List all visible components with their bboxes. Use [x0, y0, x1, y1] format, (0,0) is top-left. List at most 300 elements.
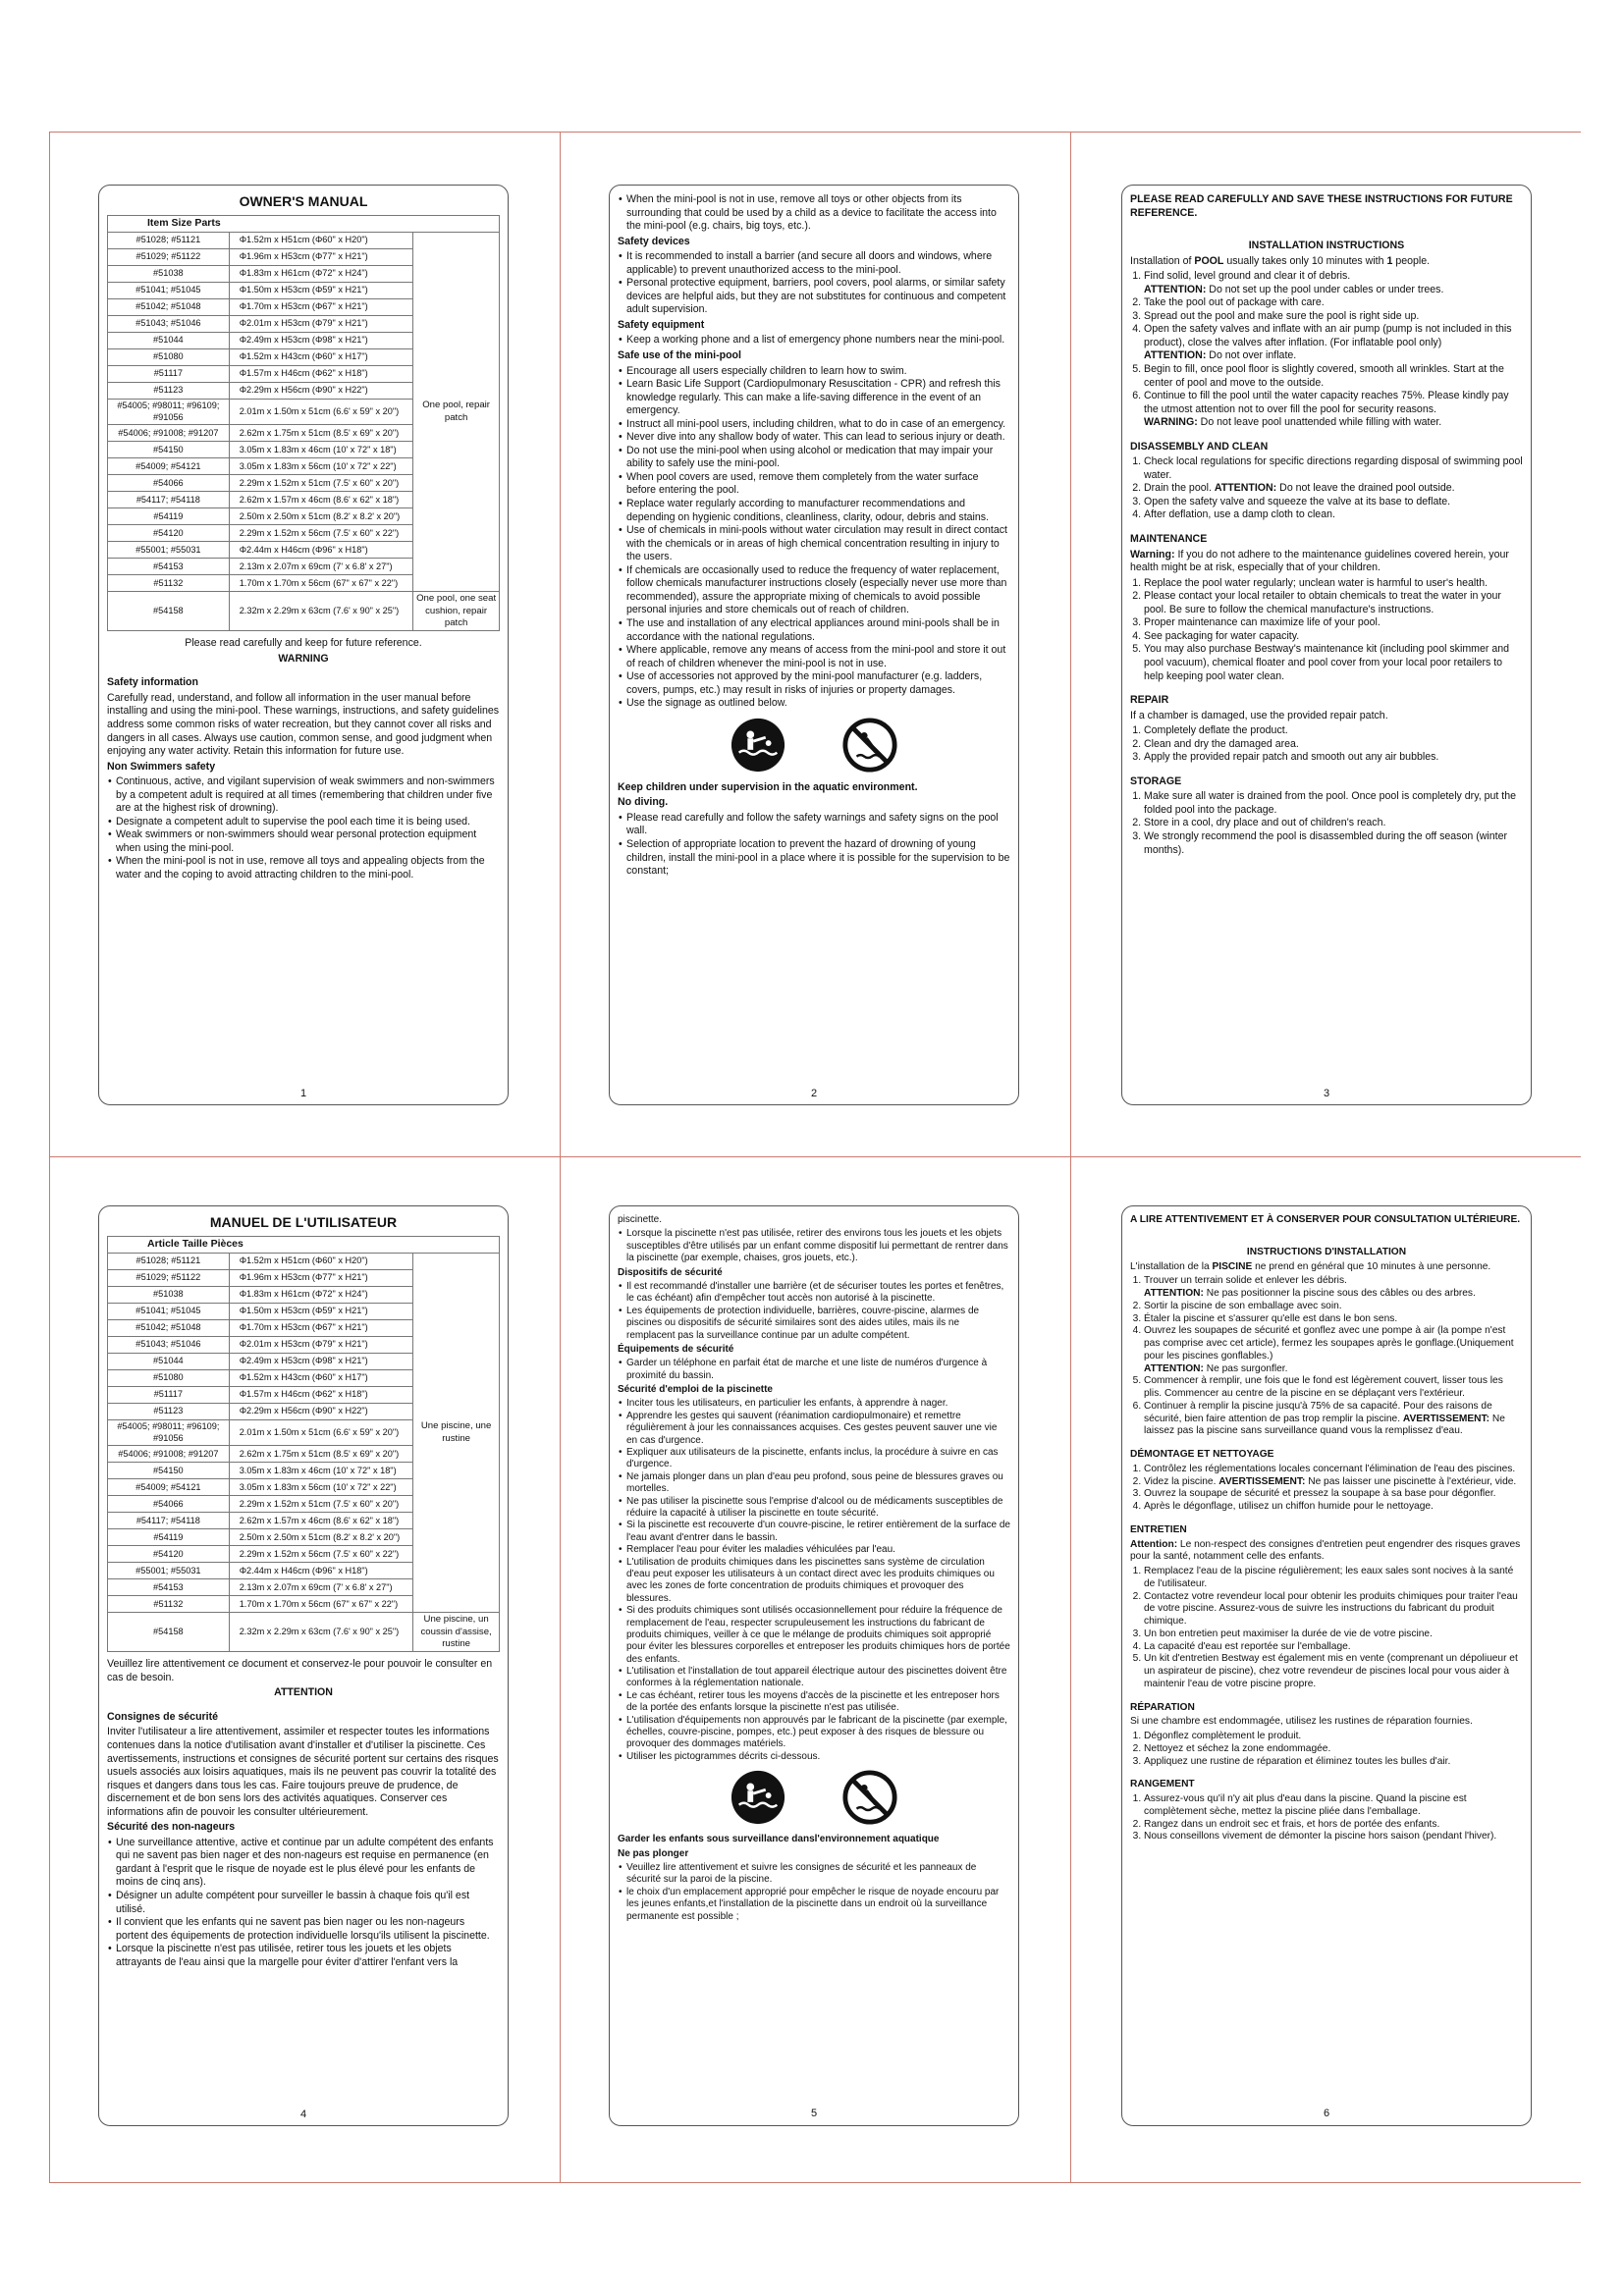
size-cell: 2.62m x 1.57m x 46cm (8.6' x 62" x 18") — [229, 1513, 413, 1529]
model-cell: #54120 — [108, 1546, 230, 1563]
text: ATTENTION: — [1214, 482, 1277, 495]
text: usually takes only 10 minutes with — [1223, 254, 1387, 267]
section-heading: RÉPARATION — [1130, 1701, 1195, 1713]
list-item: • Use the signage as outlined below. — [626, 697, 1010, 711]
list-item: • Il est recommandé d'installer une barrière (et de sécuriser toutes les portes et fenêtres, le cas échéant) afin d'empêcher tout accès non autorisé à la piscinette. — [626, 1281, 1010, 1306]
list-item: 3. Ouvrez la soupape de sécurité et pressez la soupape à sa base pour dégonfler. — [1144, 1488, 1523, 1501]
section-heading: Dispositifs de sécurité — [618, 1266, 723, 1278]
model-cell: #54150 — [108, 1463, 230, 1479]
read-carefully-banner: A LIRE ATTENTIVEMENT ET À CONSERVER POUR CONSULTATION ULTÉRIEURE. — [1130, 1214, 1521, 1225]
cut-line — [49, 132, 1581, 133]
list-item: 1. Check local regulations for specific directions regarding disposal of swimming pool water. — [1144, 455, 1523, 482]
list-item: 1. Contrôlez les réglementations locales concernant l'élimination de l'eau des piscines. — [1144, 1464, 1523, 1476]
bullet-list — [618, 1281, 1010, 1342]
text: Installation of — [1130, 254, 1195, 267]
model-cell: #54150 — [108, 442, 230, 458]
list-item: 2. Store in a cool, dry place and out of children's reach. — [1144, 817, 1523, 830]
size-cell: Φ1.96m x H53cm (Φ77" x H21") — [229, 248, 413, 265]
list-item: • Il convient que les enfants qui ne savent pas bien nager ou les non-nageurs portent des équipements de protection individuelle lorsqu'ils utilisent la piscinette. — [116, 1916, 500, 1943]
model-cell: #55001; #55031 — [108, 542, 230, 559]
numbered-list — [1130, 1566, 1523, 1691]
list-item: 3. Étaler la piscine et s'assurer qu'elle est dans le bon sens. — [1144, 1313, 1523, 1326]
text: Ne pas positionner la piscine sous des câbles ou des arbres. — [1203, 1288, 1476, 1299]
size-cell: 2.50m x 2.50m x 51cm (8.2' x 8.2' x 20") — [229, 1529, 413, 1546]
list-item — [1144, 323, 1523, 363]
list-item — [1144, 482, 1523, 496]
paragraph: Si une chambre est endommagée, utilisez les rustines de réparation fournies. — [1130, 1716, 1473, 1728]
size-cell: 2.62m x 1.75m x 51cm (8.5' x 69" x 20") — [229, 1446, 413, 1463]
page-1 — [98, 185, 509, 1105]
list-item: • When the mini-pool is not in use, remove all toys or other objects from its surrounding that could be used by a child as a device to facilitate the access into the mini-pool (e.g. chairs, big toys, etc.). — [626, 193, 1010, 234]
list-item: • Veuillez lire attentivement et suivre les consignes de sécurité et les panneaux de sécurité sur la paroi de la piscine. — [626, 1862, 1010, 1887]
bullet-list — [618, 812, 1010, 879]
sign-caption: Garder les enfants sous surveillance dansl'environnement aquatique — [618, 1834, 940, 1845]
page-number: 6 — [1323, 2108, 1330, 2120]
text: ATTENTION: — [1144, 283, 1207, 295]
paragraph: piscinette. — [618, 1214, 663, 1225]
text: Continue to fill the pool until the water capacity reaches 75%. Please kindly pay the utmost attention not to over fill the pool for security reasons. — [1144, 390, 1509, 415]
model-cell: #51043; #51046 — [108, 315, 230, 332]
list-item: 2. Contactez votre revendeur local pour obtenir les produits chimiques pour traiter l'eau de votre piscine. Assurez-vous de suivre les instructions du fabricant du produit chimique. — [1144, 1591, 1523, 1629]
size-cell: 2.32m x 2.29m x 63cm (7.6' x 90" x 25") — [229, 1613, 413, 1652]
size-cell: 2.13m x 2.07m x 69cm (7' x 6.8' x 27") — [229, 1579, 413, 1596]
parts-remark: One pool, repair patch — [413, 232, 500, 592]
section-heading: Sécurité d'emploi de la piscinette — [618, 1384, 773, 1396]
section-heading: INSTALLATION INSTRUCTIONS — [1248, 240, 1405, 252]
size-cell: 3.05m x 1.83m x 46cm (10' x 72" x 18") — [229, 442, 413, 458]
model-cell: #51043; #51046 — [108, 1336, 230, 1353]
numbered-list — [1130, 577, 1523, 683]
list-item: • Keep a working phone and a list of emergency phone numbers near the mini-pool. — [626, 334, 1010, 347]
list-item: • Selection of appropriate location to prevent the hazard of drowning of young children, install the mini-pool in a place where it is possible for the supervision to be constant; — [626, 838, 1010, 879]
list-item: 2. Please contact your local retailer to obtain chemicals to treat the water in your pool. Be sure to follow the chemical manufacture's instructions. — [1144, 590, 1523, 616]
page-title: MANUEL DE L'UTILISATEUR — [209, 1214, 398, 1230]
text: Do not leave the drained pool outside. — [1276, 482, 1455, 495]
page-5 — [609, 1205, 1019, 2126]
list-item: • Si la piscinette est recouverte d'un couvre-piscine, le retirer entièrement de la surface de l'eau avant d'entrer dans le bassin. — [626, 1520, 1010, 1544]
page-number: 2 — [810, 1087, 818, 1099]
text: If you do not adhere to the maintenance guidelines covered herein, your health might be at risk, especially that of your children. — [1130, 548, 1509, 574]
model-cell: #54006; #91008; #91207 — [108, 1446, 230, 1463]
size-cell: Φ1.50m x H53cm (Φ59" x H21") — [229, 1303, 413, 1319]
parts-remark: One pool, one seat cushion, repair patch — [413, 592, 500, 631]
size-cell: 2.62m x 1.57m x 46cm (8.6' x 62" x 18") — [229, 492, 413, 508]
list-item: 3. Un bon entretien peut maximiser la durée de vie de votre piscine. — [1144, 1629, 1523, 1641]
numbered-list — [1130, 790, 1523, 857]
list-item: 1. Assurez-vous qu'il n'y ait plus d'eau dans la piscine. Quand la piscine est complètement sèche, mettez la piscine pliée dans l'emballage. — [1144, 1793, 1523, 1819]
model-cell: #55001; #55031 — [108, 1563, 230, 1579]
size-cell: Φ1.70m x H53cm (Φ67" x H21") — [229, 298, 413, 315]
size-cell: Φ1.52m x H43cm (Φ60" x H17") — [229, 1369, 413, 1386]
numbered-list — [1130, 1275, 1523, 1438]
size-cell: 2.29m x 1.52m x 56cm (7.5' x 60" x 22") — [229, 1546, 413, 1563]
size-cell: Φ1.57m x H46cm (Φ62" x H18") — [229, 365, 413, 382]
sign-caption: Ne pas plonger — [618, 1847, 689, 1859]
list-item: • If chemicals are occasionally used to reduce the frequency of water replacement, follow chemicals manufacturer instructions closely (especially never use more than recommended), assure the appropriate mixing of chemicals to avoid possible personal injuries and store chemicals out of reach of children. — [626, 564, 1010, 617]
parts-table — [107, 1236, 500, 1652]
list-item: 2. Rangez dans un endroit sec et frais, et hors de portée des enfants. — [1144, 1819, 1523, 1832]
print-sheet — [49, 132, 1581, 2183]
list-item: • Lorsque la piscinette n'est pas utilisée, retirer tous les jouets et les objets attrayants de l'eau ainsi que la margelle pour éviter d'attirer l'enfant vers la — [116, 1943, 500, 1969]
list-item: • le choix d'un emplacement approprié pour empêcher le risque de noyade encouru par les jeunes enfants,et l'installation de la piscinette dans un endroit où la surveillance permanente est possible ; — [626, 1887, 1010, 1923]
list-item: • Never dive into any shallow body of water. This can lead to serious injury or death. — [626, 431, 1010, 445]
size-cell: 2.50m x 2.50m x 51cm (8.2' x 8.2' x 20") — [229, 508, 413, 525]
section-heading: Safety information — [107, 676, 199, 689]
model-cell: #54153 — [108, 1579, 230, 1596]
model-cell: #51028; #51121 — [108, 232, 230, 248]
section-heading: MAINTENANCE — [1130, 533, 1208, 546]
table-header: Article Taille Pièces — [108, 1236, 500, 1253]
cut-line — [560, 132, 561, 2183]
safety-signs — [618, 717, 1010, 774]
text: Do not set up the pool under cables or under trees. — [1206, 283, 1444, 295]
bullet-list — [618, 1358, 1010, 1382]
list-item: • Garder un téléphone en parfait état de marche et une liste de numéros d'urgence à proximité du bassin. — [626, 1358, 1010, 1382]
table-header: Item Size Parts — [108, 215, 500, 232]
text: Do not over inflate. — [1206, 349, 1297, 362]
list-item: • Encourage all users especially children to learn how to swim. — [626, 365, 1010, 379]
list-item: • Weak swimmers or non-swimmers should wear personal protection equipment when using the mini-pool. — [116, 828, 500, 855]
text: Open the safety valves and inflate with an air pump (pump is not included in this product), close the valves after inflation. (For inflatable pool only) — [1144, 323, 1512, 348]
model-cell: #51029; #51122 — [108, 248, 230, 265]
safety-signs — [618, 1769, 1010, 1826]
parts-remark: Une piscine, un coussin d'assise, rustine — [413, 1613, 500, 1652]
size-cell: Φ1.83m x H61cm (Φ72" x H24") — [229, 265, 413, 282]
list-item: 1. Completely deflate the product. — [1144, 724, 1523, 738]
list-item: • Please read carefully and follow the safety warnings and safety signs on the pool wall. — [626, 812, 1010, 838]
list-item — [1144, 1476, 1523, 1489]
list-item: • Ne pas utiliser la piscinette sous l'emprise d'alcool ou de médicaments susceptibles de réduire la capacité à utiliser la piscinette en toute sécurité. — [626, 1496, 1010, 1521]
list-item: • Expliquer aux utilisateurs de la piscinette, enfants inclus, la procédure à suivre en cas d'urgence. — [626, 1447, 1010, 1471]
list-item: • L'utilisation de produits chimiques dans les piscinettes sans système de circulation d'eau peut exposer les utilisateurs à un contact direct avec les produits chimiques ou avec les zones de forte concentration de produits chimiques et provoquer des blessures. — [626, 1557, 1010, 1606]
model-cell: #51044 — [108, 1353, 230, 1369]
numbered-list — [1130, 1731, 1523, 1768]
paragraph — [1130, 1261, 1523, 1274]
model-cell: #54158 — [108, 592, 230, 631]
model-cell: #51028; #51121 — [108, 1253, 230, 1269]
model-cell: #54117; #54118 — [108, 1513, 230, 1529]
bullet-list — [618, 1398, 1010, 1763]
page-2 — [609, 185, 1019, 1105]
list-item: • Personal protective equipment, barriers, pool covers, pool alarms, or similar safety devices are helpful aids, but they are not substitutes for continuous and competent adult supervision. — [626, 277, 1010, 317]
section-heading: Non Swimmers safety — [107, 760, 216, 773]
list-item: • Replace water regularly according to manufacturer recommendations and depending on hygienic conditions, cleanliness, clarity, odour, debris and stains. — [626, 498, 1010, 524]
text: Le non-respect des consignes d'entretien peut engendrer des risques graves pour la santé, notamment celle des enfants. — [1130, 1538, 1521, 1563]
list-item: • Une surveillance attentive, active et continue par un adulte compétent des enfants qui ne savent pas bien nager et des non-nageurs est requise en permanence (en gardant à l'esprit que le risque de noyade est le plus élevé pour les enfants de moins de cinq ans). — [116, 1837, 500, 1890]
model-cell: #54120 — [108, 525, 230, 542]
list-item: • Le cas échéant, retirer tous les moyens d'accès de la piscinette et les entreposer hors de la portée des enfants lorsque la piscinette n'est pas utilisée. — [626, 1690, 1010, 1715]
section-heading: Sécurité des non-nageurs — [107, 1821, 236, 1834]
page-number: 5 — [810, 2108, 818, 2120]
model-cell: #54119 — [108, 508, 230, 525]
no-diving-icon — [841, 717, 898, 774]
model-cell: #51044 — [108, 332, 230, 348]
text: POOL — [1194, 254, 1224, 267]
size-cell: Φ1.70m x H53cm (Φ67" x H21") — [229, 1319, 413, 1336]
paragraph — [1130, 1539, 1523, 1565]
size-cell: 2.62m x 1.75m x 51cm (8.5' x 69" x 20") — [229, 425, 413, 442]
model-cell: #51041; #51045 — [108, 1303, 230, 1319]
bullet-list — [618, 334, 1010, 347]
size-cell: Φ1.50m x H53cm (Φ59" x H21") — [229, 282, 413, 298]
list-item: 5. Commencer à remplir, une fois que le fond est légèrement couvert, lisser tous les plis. Commencer au centre de la piscine en se déplaçant vers l'extérieur. — [1144, 1375, 1523, 1401]
list-item: • Inciter tous les utilisateurs, en particulier les enfants, à apprendre à nager. — [626, 1398, 1010, 1410]
text: people. — [1392, 254, 1431, 267]
text: L'installation de la — [1130, 1260, 1213, 1272]
list-item: 3. We strongly recommend the pool is disassembled during the off season (winter months). — [1144, 830, 1523, 857]
numbered-list — [1130, 724, 1523, 765]
list-item: • When pool covers are used, remove them completely from the water surface before entering the pool. — [626, 471, 1010, 498]
size-cell: Φ1.83m x H61cm (Φ72" x H24") — [229, 1286, 413, 1303]
model-cell: #51038 — [108, 1286, 230, 1303]
table-row — [108, 1253, 500, 1269]
list-item: 5. Begin to fill, once pool floor is slightly covered, smooth all wrinkles. Start at the center of pool and move to the outside. — [1144, 363, 1523, 390]
size-cell: Φ2.01m x H53cm (Φ79" x H21") — [229, 315, 413, 332]
list-item: • Si des produits chimiques sont utilisés occasionnellement pour réduire la fréquence de remplacement de l'eau, respecter scrupuleusement les instructions du fabricant de produits chimiques, veiller à ce que le mélange de produits chimiques soit approprié pour éviter les blessures corporelles et entreposer les produits chimiques hors de portée des enfants. — [626, 1605, 1010, 1666]
list-item: 1. Remplacez l'eau de la piscine régulièrement; les eaux sales sont nocives à la santé de l'utilisateur. — [1144, 1566, 1523, 1591]
section-heading: STORAGE — [1130, 774, 1182, 787]
size-cell: 2.29m x 1.52m x 51cm (7.5' x 60" x 20") — [229, 1496, 413, 1513]
section-heading: ENTRETIEN — [1130, 1523, 1187, 1535]
page-6 — [1121, 1205, 1532, 2126]
text: Videz la piscine. — [1144, 1475, 1219, 1487]
section-heading: Safe use of the mini-pool — [618, 349, 741, 362]
list-item: 4. Après le dégonflage, utilisez un chiffon humide pour le nettoyage. — [1144, 1501, 1523, 1514]
list-item: • Continuous, active, and vigilant supervision of weak swimmers and non-swimmers by a competent adult is required at all times (remembering that children under five are at the highest risk of drowning). — [116, 775, 500, 816]
bullet-list — [618, 250, 1010, 317]
text: AVERTISSEMENT: — [1402, 1413, 1490, 1424]
list-item: • Ne jamais plonger dans un plan d'eau peu profond, sous peine de blessures graves ou mortelles. — [626, 1471, 1010, 1496]
list-item: 3. Apply the provided repair patch and smooth out any air bubbles. — [1144, 751, 1523, 765]
parts-table — [107, 215, 500, 631]
list-item: • Use of chemicals in mini-pools without water circulation may result in direct contact with the chemicals or in areas of high chemical concentration resulting in injury to the users. — [626, 524, 1010, 564]
text: Do not leave pool unattended while filling with water. — [1197, 416, 1442, 429]
model-cell: #54119 — [108, 1529, 230, 1546]
list-item: 4. See packaging for water capacity. — [1144, 630, 1523, 644]
text: WARNING: — [1144, 416, 1198, 429]
paragraph — [1130, 255, 1523, 269]
cut-line — [49, 2182, 1581, 2183]
list-item: 3. Proper maintenance can maximize life of your pool. — [1144, 616, 1523, 630]
text: Find solid, level ground and clear it of debris. — [1144, 270, 1351, 283]
table-row — [108, 1613, 500, 1652]
list-item: 1. Dégonflez complètement le produit. — [1144, 1731, 1523, 1743]
list-item: • Instruct all mini-pool users, including children, what to do in case of an emergency. — [626, 418, 1010, 432]
text: Ne pas surgonfler. — [1203, 1362, 1288, 1374]
text: Ne laissez pas la piscine sans surveillance quand vous la remplissez d'eau. — [1144, 1413, 1505, 1437]
model-cell: #54117; #54118 — [108, 492, 230, 508]
list-item: • L'utilisation d'équipements non approuvés par le fabricant de la piscinette (par exemple, échelles, couvre-piscine, pompes, etc.) peut exposer à des risques de blessure ou provoquer des dommages matériels. — [626, 1715, 1010, 1751]
model-cell: #51041; #51045 — [108, 282, 230, 298]
table-row — [108, 592, 500, 631]
size-cell: Φ2.49m x H53cm (Φ98" x H21") — [229, 1353, 413, 1369]
size-cell: Φ1.52m x H51cm (Φ60" x H20") — [229, 232, 413, 248]
text: ATTENTION: — [1144, 349, 1207, 362]
model-cell: #54005; #98011; #96109; #91056 — [108, 399, 230, 425]
page-number: 1 — [299, 1087, 307, 1099]
list-item: • Apprendre les gestes qui sauvent (réanimation cardiopulmonaire) et remettre régulièrement à jour les connaissances acquises. Ces gestes peuvent sauver une vie en cas d'urgence. — [626, 1411, 1010, 1447]
text: Trouver un terrain solide et enlever les débris. — [1144, 1275, 1347, 1287]
page-number: 3 — [1323, 1087, 1330, 1099]
bullet-list — [107, 1837, 500, 1969]
model-cell: #51132 — [108, 1596, 230, 1613]
size-cell: Φ2.49m x H53cm (Φ98" x H21") — [229, 332, 413, 348]
model-cell: #54005; #98011; #96109; #91056 — [108, 1419, 230, 1446]
child-supervision-icon — [730, 717, 786, 774]
model-cell: #54066 — [108, 475, 230, 492]
list-item: • L'utilisation et l'installation de tout appareil électrique autour des piscinettes doivent être conformes à la réglementation nationale. — [626, 1666, 1010, 1690]
size-cell: 2.29m x 1.52m x 56cm (7.5' x 60" x 22") — [229, 525, 413, 542]
list-item: • Learn Basic Life Support (Cardiopulmonary Resuscitation - CPR) and refresh this knowledge regularly. This can make a life-saving difference in the event of an emergency. — [626, 378, 1010, 418]
section-heading: DISASSEMBLY AND CLEAN — [1130, 440, 1269, 453]
numbered-list — [1130, 270, 1523, 430]
page-title: OWNER'S MANUAL — [239, 193, 368, 209]
model-cell: #51117 — [108, 1386, 230, 1403]
bullet-list — [618, 1228, 1010, 1264]
read-carefully-banner: PLEASE READ CAREFULLY AND SAVE THESE INSTRUCTIONS FOR FUTURE REFERENCE. — [1130, 193, 1513, 219]
size-cell: 1.70m x 1.70m x 56cm (67" x 67" x 22") — [229, 575, 413, 592]
text: Ne pas laisser une piscinette à l'extérieur, vide. — [1305, 1475, 1517, 1487]
model-cell: #51038 — [108, 265, 230, 282]
bullet-list — [618, 1862, 1010, 1923]
list-item: 2. Take the pool out of package with care. — [1144, 296, 1523, 310]
list-item: 3. Appliquez une rustine de réparation et éliminez toutes les bulles d'air. — [1144, 1756, 1523, 1769]
bullet-list — [618, 193, 1010, 234]
model-cell: #51080 — [108, 1369, 230, 1386]
size-cell: 3.05m x 1.83m x 56cm (10' x 72" x 22") — [229, 1479, 413, 1496]
model-cell: #51029; #51122 — [108, 1269, 230, 1286]
section-heading: DÉMONTAGE ET NETTOYAGE — [1130, 1449, 1274, 1460]
paragraph: Inviter l'utilisateur a lire attentivement, assimiler et respecter toutes les informations contenues dans la notice d'utilisation avant d'installer et d'utiliser la piscinette. Ces avertissements, instructions et consignes de sécurité portent sur certains des risques usuels associés aux loisirs aquatiques, mais ils ne peuvent pas couvrir la totalité des risques et dangers dans tous les cas. Faire toujours preuve de prudence, de discernement et de bon sens lors des activités aquatiques. Conserver ces informations afin de pouvoir les consulter ultérieurement. — [107, 1726, 499, 1818]
text: 1 — [1386, 254, 1393, 267]
table-row — [108, 232, 500, 248]
size-cell: 2.29m x 1.52m x 51cm (7.5' x 60" x 20") — [229, 475, 413, 492]
list-item: 2. Clean and dry the damaged area. — [1144, 738, 1523, 752]
model-cell: #54006; #91008; #91207 — [108, 425, 230, 442]
text: ATTENTION: — [1144, 1362, 1204, 1374]
list-item — [1144, 390, 1523, 430]
size-cell: 1.70m x 1.70m x 56cm (67" x 67" x 22") — [229, 1596, 413, 1613]
section-heading: RANGEMENT — [1130, 1779, 1195, 1790]
list-item: 5. You may also purchase Bestway's maintenance kit (including pool skimmer and pool vacuum), chemical floater and pool cover from your local poor retailers to help keeping pool water clean. — [1144, 643, 1523, 683]
list-item: • When the mini-pool is not in use, remove all toys and appealing objects from the water and the coping to avoid attracting children to the mini-pool. — [116, 855, 500, 881]
size-cell: 3.05m x 1.83m x 46cm (10' x 72" x 18") — [229, 1463, 413, 1479]
model-cell: #54066 — [108, 1496, 230, 1513]
list-item: • Lorsque la piscinette n'est pas utilisée, retirer des environs tous les jouets et les objets susceptibles d'être utilisés par un enfant comme dispositif lui permettant de rentrer dans la piscinette (par exemple, chaises, gros jouets, etc.). — [626, 1228, 1010, 1264]
model-cell: #51123 — [108, 382, 230, 399]
cut-line — [49, 1156, 1581, 1157]
bullet-list — [107, 775, 500, 881]
list-item: • Les équipements de protection individuelle, barrières, couvre-piscine, alarmes de piscines ou dispositifs de sécurité similaires sont des aides utiles, mais ils ne remplacent pas la surveillance continue par un adulte compétent. — [626, 1306, 1010, 1342]
paragraph: If a chamber is damaged, use the provided repair patch. — [1130, 709, 1388, 721]
model-cell: #54153 — [108, 559, 230, 575]
list-item: • It is recommended to install a barrier (and secure all doors and windows, where applicable) to prevent unauthorized access to the mini-pool. — [626, 250, 1010, 277]
section-heading: INSTRUCTIONS D'INSTALLATION — [1246, 1246, 1407, 1257]
list-item: 4. After deflation, use a damp cloth to clean. — [1144, 508, 1523, 522]
model-cell: #51080 — [108, 348, 230, 365]
size-cell: Φ2.44m x H46cm (Φ96" x H18") — [229, 1563, 413, 1579]
list-item: 2. Sortir la piscine de son emballage avec soin. — [1144, 1301, 1523, 1313]
numbered-list — [1130, 1793, 1523, 1843]
page-4 — [98, 1205, 509, 2126]
text: Drain the pool. — [1144, 482, 1215, 495]
list-item: 3. Nous conseillons vivement de démonter la piscine hors saison (pendant l'hiver). — [1144, 1831, 1523, 1843]
list-item: 5. Un kit d'entretien Bestway est également mis en vente (comprenant un dépoliueur et un aspirateur de piscine), chez votre revendeur de piscines local pour vous aider à maintenir l'eau de votre piscine propre. — [1144, 1653, 1523, 1690]
text: ne prend en général que 10 minutes à une personne. — [1252, 1260, 1491, 1272]
no-diving-icon — [841, 1769, 898, 1826]
model-cell: #51132 — [108, 575, 230, 592]
model-cell: #51123 — [108, 1403, 230, 1419]
size-cell: Φ2.44m x H46cm (Φ96" x H18") — [229, 542, 413, 559]
keep-note: Veuillez lire attentivement ce document et conservez-le pour pouvoir le consulter en cas de besoin. — [107, 1658, 493, 1683]
list-item: • Where applicable, remove any means of access from the mini-pool and store it out of reach of children whenever the mini-pool is not in use. — [626, 644, 1010, 670]
text: Continuer à remplir la piscine jusqu'à 75% de sa capacité. Pour des raisons de sécurité, bien faire attention de pas trop remplir la piscine. — [1144, 1400, 1492, 1424]
model-cell: #51042; #51048 — [108, 1319, 230, 1336]
list-item: • Utiliser les pictogrammes décrits ci-dessous. — [626, 1751, 1010, 1763]
size-cell: 2.01m x 1.50m x 51cm (6.6' x 59" x 20") — [229, 1419, 413, 1446]
list-item — [1144, 1401, 1523, 1438]
section-heading: Équipements de sécurité — [618, 1343, 734, 1355]
list-item: 3. Spread out the pool and make sure the pool is right side up. — [1144, 310, 1523, 324]
text: Warning: — [1130, 548, 1175, 561]
model-cell: #54158 — [108, 1613, 230, 1652]
numbered-list — [1130, 1464, 1523, 1514]
section-heading: Safety equipment — [618, 318, 705, 331]
numbered-list — [1130, 455, 1523, 522]
list-item: • Désigner un adulte compétent pour surveiller le bassin à chaque fois qu'il est utilisé. — [116, 1890, 500, 1916]
page-number: 4 — [299, 2108, 307, 2120]
list-item — [1144, 1275, 1523, 1301]
section-heading: REPAIR — [1130, 694, 1169, 707]
list-item: 3. Open the safety valve and squeeze the valve at its base to deflate. — [1144, 496, 1523, 509]
list-item: 1. Make sure all water is drained from the pool. Once pool is completely dry, put the folded pool into the package. — [1144, 790, 1523, 817]
cut-line — [49, 132, 50, 2183]
warning-heading: WARNING — [278, 652, 329, 665]
text: PISCINE — [1212, 1260, 1253, 1272]
bullet-list — [618, 365, 1010, 711]
size-cell: Φ1.52m x H51cm (Φ60" x H20") — [229, 1253, 413, 1269]
text: Ouvrez les soupapes de sécurité et gonflez avec une pompe à air (la pompe n'est pas comprise avec cet article), fermez les soupapes après le gonflage.(Uniquement pour les piscines gonflables.) — [1144, 1325, 1514, 1362]
model-cell: #54009; #54121 — [108, 458, 230, 475]
model-cell: #51117 — [108, 365, 230, 382]
size-cell: 3.05m x 1.83m x 56cm (10' x 72" x 22") — [229, 458, 413, 475]
size-cell: Φ1.57m x H46cm (Φ62" x H18") — [229, 1386, 413, 1403]
text: ATTENTION: — [1144, 1288, 1204, 1299]
size-cell: 2.13m x 2.07m x 69cm (7' x 6.8' x 27") — [229, 559, 413, 575]
list-item: • Use of accessories not approved by the mini-pool manufacturer (e.g. ladders, covers, pumps, etc.) may result in risks of injuries or property damages. — [626, 670, 1010, 697]
list-item — [1144, 270, 1523, 296]
size-cell: Φ2.29m x H56cm (Φ90" x H22") — [229, 1403, 413, 1419]
sign-caption: Keep children under supervision in the aquatic environment. — [618, 780, 918, 793]
list-item: 1. Replace the pool water regularly; unclean water is harmful to user's health. — [1144, 577, 1523, 591]
size-cell: 2.32m x 2.29m x 63cm (7.6' x 90" x 25") — [229, 592, 413, 631]
size-cell: Φ1.96m x H53cm (Φ77" x H21") — [229, 1269, 413, 1286]
parts-remark: Une piscine, une rustine — [413, 1253, 500, 1613]
size-cell: 2.01m x 1.50m x 51cm (6.6' x 59" x 20") — [229, 399, 413, 425]
keep-note: Please read carefully and keep for future reference. — [185, 637, 422, 650]
list-item: • Do not use the mini-pool when using alcohol or medication that may impair your ability to safely use the mini-pool. — [626, 445, 1010, 471]
list-item: 4. La capacité d'eau est reportée sur l'emballage. — [1144, 1641, 1523, 1654]
warning-heading: ATTENTION — [274, 1686, 333, 1699]
paragraph: Carefully read, understand, and follow all information in the user manual before installing and using the mini-pool. These warnings, instructions, and safety guidelines address some common risks of water recreation, but they cannot cover all risks and dangers in all cases. Always use caution, common sense, and good judgment when enjoying any water activity. Retain this information for future use. — [107, 691, 500, 758]
paragraph — [1130, 549, 1523, 575]
child-supervision-icon — [730, 1769, 786, 1826]
model-cell: #51042; #51048 — [108, 298, 230, 315]
sign-caption: No diving. — [618, 796, 669, 809]
list-item — [1144, 1325, 1523, 1375]
list-item: • Designate a competent adult to supervise the pool each time it is being used. — [116, 816, 500, 829]
model-cell: #54009; #54121 — [108, 1479, 230, 1496]
